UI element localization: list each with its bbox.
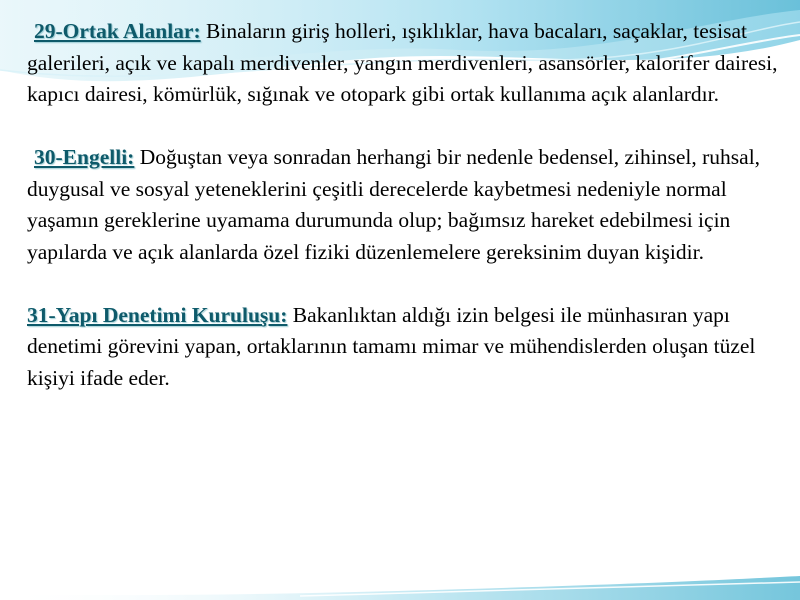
definition-disabled-person — [27, 142, 782, 268]
definition-text: Bakanlıktan aldığı izin belgesi ile münhasıran yapı denetimi görevini yapan, ortaklarının tamamı mimar ve mühendislerden oluşan tüzel kişiyi ifade eder. — [27, 302, 756, 390]
definition-text: Binaların giriş holleri, ışıklıklar, hava bacaları, saçaklar, tesisat galerileri, açık ve kapalı merdivenler, yangın merdivenleri, asansörler, kalorifer dairesi, kapıcı dairesi, kömürlük, sığınak ve otopark gibi ortak kullanıma açık alanlardır. — [27, 19, 778, 106]
definition-term: 30-Engelli: — [34, 145, 135, 169]
definitions-list — [27, 16, 782, 426]
definition-term: 31-Yapı Denetimi Kuruluşu: — [27, 302, 288, 327]
definition-building-inspection-org — [27, 300, 782, 395]
definition-text: Doğuştan veya sonradan herhangi bir nedenle bedensel, zihinsel, ruhsal, duygusal ve sosyal yeteneklerini çeşitli derecelerde kaybetmesi nedeniyle normal yaşamın gereklerine uyamama durumunda olup; bağımsız hareket edebilmesi için yapılarda ve açık alanlarda özel fiziki düzenlemelere gereksinim duyan kişidir. — [27, 145, 761, 264]
definition-term: 29-Ortak Alanlar: — [34, 19, 201, 43]
bottom-wave-decoration — [0, 560, 800, 600]
definition-common-areas — [27, 16, 782, 111]
